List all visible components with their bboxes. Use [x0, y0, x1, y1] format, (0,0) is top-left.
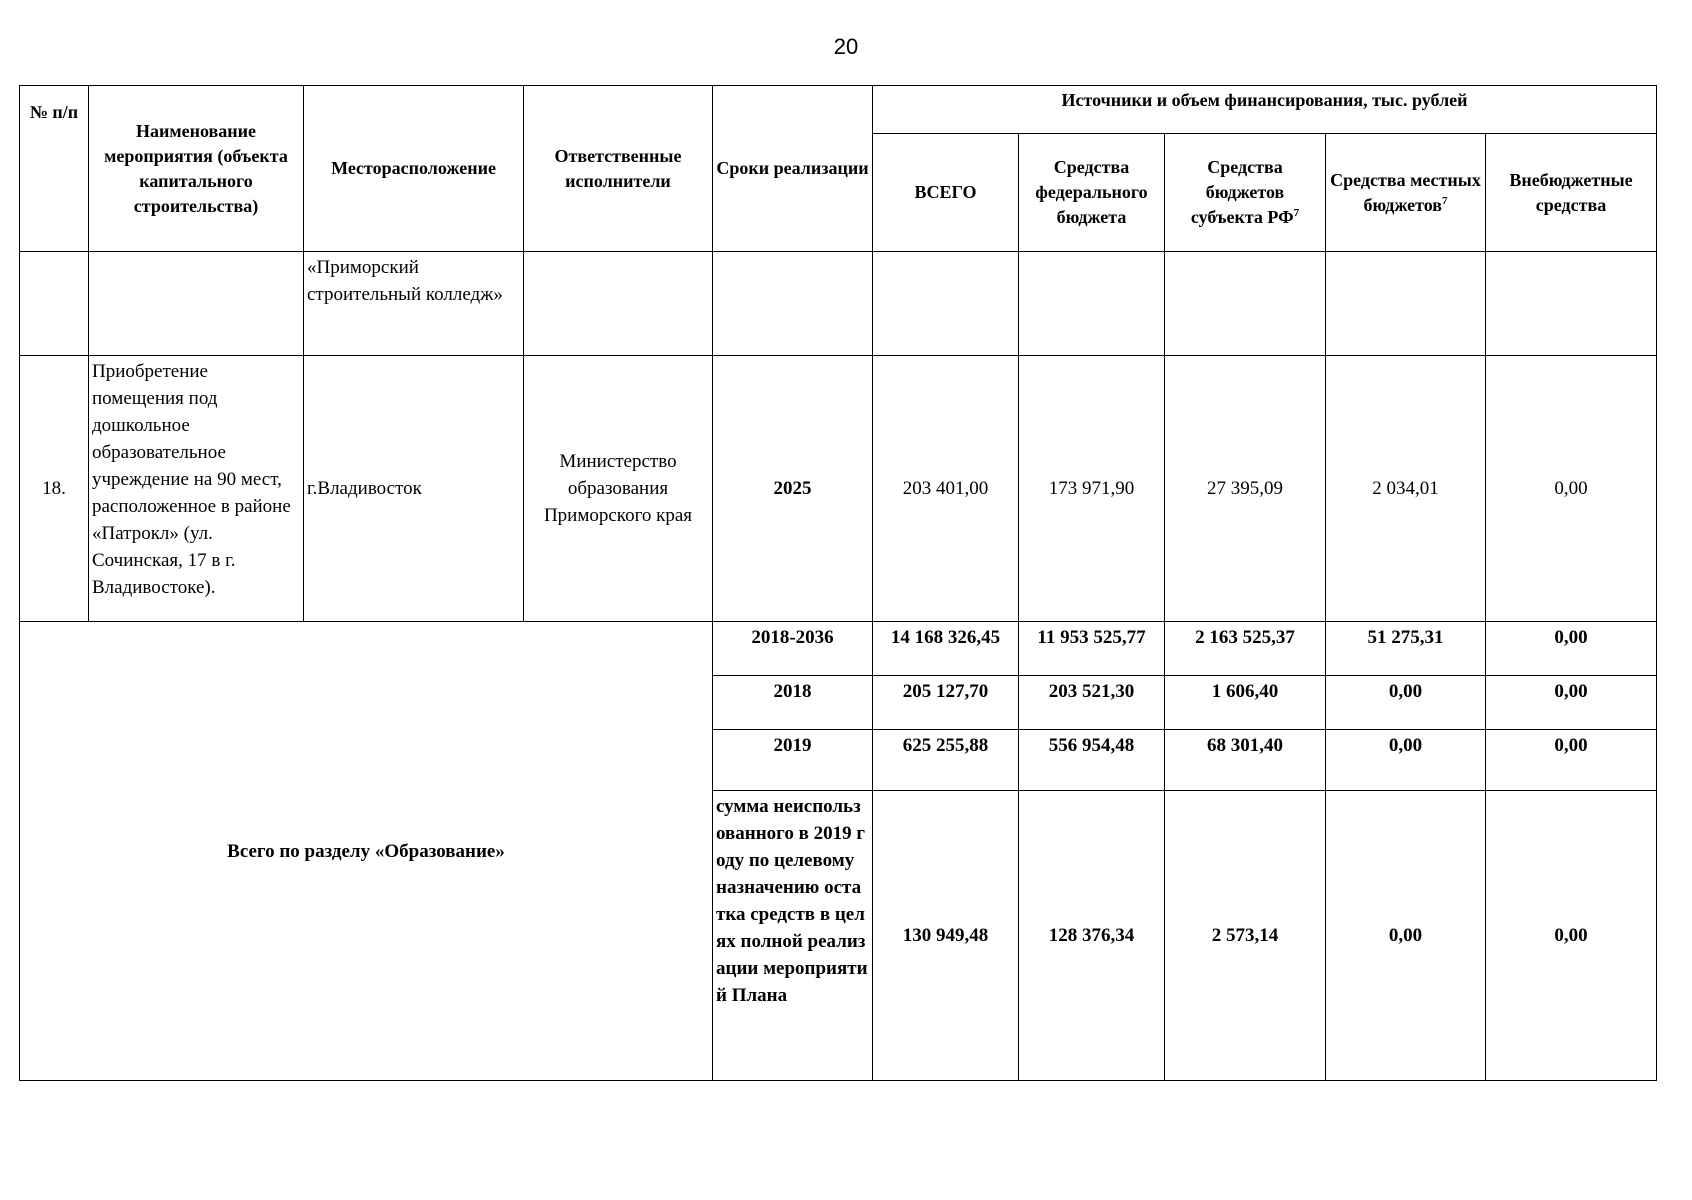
row18-regional: 27 395,09 [1165, 356, 1326, 622]
row18-num: 18. [20, 356, 89, 622]
summary-regional: 2 573,14 [1165, 791, 1326, 1081]
header-local-footnote: 7 [1442, 194, 1448, 207]
summary-term: 2018 [713, 676, 873, 730]
row18-extra: 0,00 [1486, 356, 1657, 622]
summary-federal: 203 521,30 [1019, 676, 1165, 730]
row18-terms: 2025 [713, 356, 873, 622]
header-regional [1165, 134, 1326, 252]
header-extra: Внебюджетные средства [1486, 134, 1657, 252]
table-row-18 [20, 356, 1657, 622]
header-regional-label: Средства бюджетов субъекта РФ [1190, 157, 1294, 227]
row18-location: г.Владивосток [304, 356, 524, 622]
summary-total: 205 127,70 [873, 676, 1019, 730]
summary-regional: 1 606,40 [1165, 676, 1326, 730]
cell-empty [1165, 252, 1326, 356]
table-row-continuation [20, 252, 1657, 356]
cell-empty [1019, 252, 1165, 356]
header-location: Месторасположение [304, 86, 524, 252]
summary-extra: 0,00 [1486, 791, 1657, 1081]
cell-empty [873, 252, 1019, 356]
summary-extra: 0,00 [1486, 622, 1657, 676]
header-federal: Средства федерального бюджета [1019, 134, 1165, 252]
cell-empty [713, 252, 873, 356]
summary-term: 2018-2036 [713, 622, 873, 676]
continuation-location: «Приморский строительный колледж» [304, 252, 524, 356]
summary-total: 14 168 326,45 [873, 622, 1019, 676]
header-num: № п/п [20, 86, 89, 252]
summary-term: 2019 [713, 730, 873, 791]
header-local [1326, 134, 1486, 252]
header-total: ВСЕГО [873, 134, 1019, 252]
summary-local: 0,00 [1326, 730, 1486, 791]
summary-row-0 [20, 622, 1657, 676]
financing-table [19, 85, 1657, 1081]
header-executors: Ответственные исполнители [524, 86, 713, 252]
summary-federal: 11 953 525,77 [1019, 622, 1165, 676]
summary-label: Всего по разделу «Образование» [20, 622, 713, 1081]
summary-term: сумма неиспользованного в 2019 году по целевому назначению остатка средств в целях полной реализации мероприятий Плана [713, 791, 873, 1081]
summary-regional: 68 301,40 [1165, 730, 1326, 791]
summary-local: 0,00 [1326, 791, 1486, 1081]
header-regional-footnote: 7 [1293, 207, 1300, 219]
cell-empty [20, 252, 89, 356]
summary-regional: 2 163 525,37 [1165, 622, 1326, 676]
cell-empty [1486, 252, 1657, 356]
row18-total: 203 401,00 [873, 356, 1019, 622]
row18-name: Приобретение помещения под дошкольное образовательное учреждение на 90 мест, расположенное в районе «Патрокл» (ул. Сочинская, 17 в г. Владивостоке). [89, 356, 304, 622]
row18-federal: 173 971,90 [1019, 356, 1165, 622]
summary-federal: 556 954,48 [1019, 730, 1165, 791]
summary-extra: 0,00 [1486, 730, 1657, 791]
cell-empty [524, 252, 713, 356]
summary-local: 51 275,31 [1326, 622, 1486, 676]
summary-local: 0,00 [1326, 676, 1486, 730]
row18-executors: Министерство образования Приморского края [524, 356, 713, 622]
header-terms: Сроки реализации [713, 86, 873, 252]
row18-local: 2 034,01 [1326, 356, 1486, 622]
summary-extra: 0,00 [1486, 676, 1657, 730]
cell-empty [89, 252, 304, 356]
cell-empty [1326, 252, 1486, 356]
header-funding: Источники и объем финансирования, тыс. рублей [873, 86, 1657, 134]
header-local-label: Средства местных бюджетов [1330, 169, 1481, 215]
summary-total: 130 949,48 [873, 791, 1019, 1081]
header-name: Наименование мероприятия (объекта капитального строительства) [89, 86, 304, 252]
page-number: 20 [833, 34, 859, 59]
summary-total: 625 255,88 [873, 730, 1019, 791]
summary-federal: 128 376,34 [1019, 791, 1165, 1081]
